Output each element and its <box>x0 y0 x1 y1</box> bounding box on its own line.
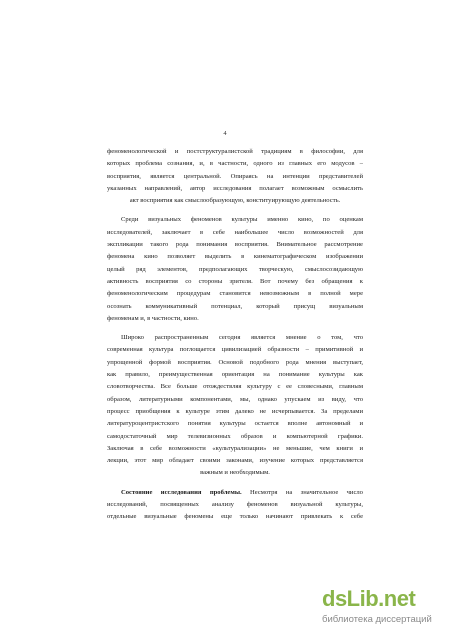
text-line: словотворчества. Все больше отождествляя культуру с ее словесными, главным <box>107 383 363 391</box>
text-line: важным и необходимым. <box>200 469 270 477</box>
text-line: экспликации такого рода понимания восприятия. Внимательное рассмотрение <box>107 241 363 249</box>
text-line: исследований, посвященных анализу феноменов визуальной культуры, <box>107 501 363 509</box>
text-line: целый ряд элементов, предполагающих творческую, смыслосозидающую <box>107 265 363 273</box>
section-heading: Состояние исследования проблемы. <box>121 488 242 496</box>
text-line: литературоцентристского понятия культуры остается вполне автономный и <box>107 420 363 428</box>
watermark-subtitle: библиотека диссертаций <box>322 614 432 625</box>
text-line: образом, литературными компонентами, мы, однако упускаем из виду, что <box>107 395 363 403</box>
text-line: феномена кино позволяет выделить в кинематографическом изображении <box>107 253 363 261</box>
paragraph-4 <box>107 487 363 524</box>
text-line: Среди визуальных феноменов культуры именно кино, по оценкам <box>121 216 363 224</box>
text-fragment: Несмотря на значительное число <box>241 488 363 496</box>
page-number: 4 <box>223 130 227 137</box>
paragraph-2 <box>107 214 363 325</box>
paragraph-3 <box>107 332 363 480</box>
text-line: восприятия, является центральной. Опираясь на интенции представителей <box>107 172 363 180</box>
text-line: процесс приобщения к культуре этим далеко не исчерпывается. За пределами <box>107 407 363 415</box>
text-line: современная культура поглощается цивилизацией образности – примитивной и <box>107 346 363 354</box>
text-line: лекции, этот мир обладает своими законами, изучение которых представляется <box>107 457 363 465</box>
text-line: которых проблема сознания, и, в частности, одного из главных его модусов – <box>107 160 363 168</box>
watermark-logo: dsLib.net <box>322 586 416 611</box>
text-line: Широко распространенным сегодня является мнение о том, что <box>121 334 363 342</box>
text-line: исследователей, заключает в себе наибольшее число возможностей для <box>107 228 363 236</box>
text-line: осознать коммуникативный потенциал, который присущ визуальным <box>107 302 363 310</box>
text-line: Заключая в себе возможности «культурализации» не меньшие, чем книги и <box>107 444 363 452</box>
paragraph-1 <box>107 146 363 207</box>
text-line: указанных направлений, автор исследования полагает возможным осмыслить <box>107 184 363 192</box>
text-line: самодостаточный мир телевизионных образов и компьютерной графики. <box>107 432 363 440</box>
text-line: феноменологическим процедурам становится невозможным в полной мере <box>107 290 363 298</box>
text-line: как правило, преимущественная ориентация на понимание культуры как <box>107 371 363 379</box>
text-line: отдельные визуальные феномены еще только начинают привлекать к себе <box>107 513 363 521</box>
text-line: упрощенной формой восприятия. Основой подобного рода мнения выступает, <box>107 358 363 366</box>
text-line: феноменологической и постструктуралистской традициям в философии, для <box>107 148 363 155</box>
text-line: активность восприятия со стороны зрителя. Вот почему без обращения к <box>107 277 363 285</box>
text-line: феноменам и, в частности, кино. <box>107 314 199 322</box>
dslib-watermark <box>322 586 440 630</box>
document-body <box>107 146 363 531</box>
text-line <box>107 487 363 499</box>
text-line: акт восприятия как смыслообразующую, конституирующую деятельность. <box>129 197 341 205</box>
